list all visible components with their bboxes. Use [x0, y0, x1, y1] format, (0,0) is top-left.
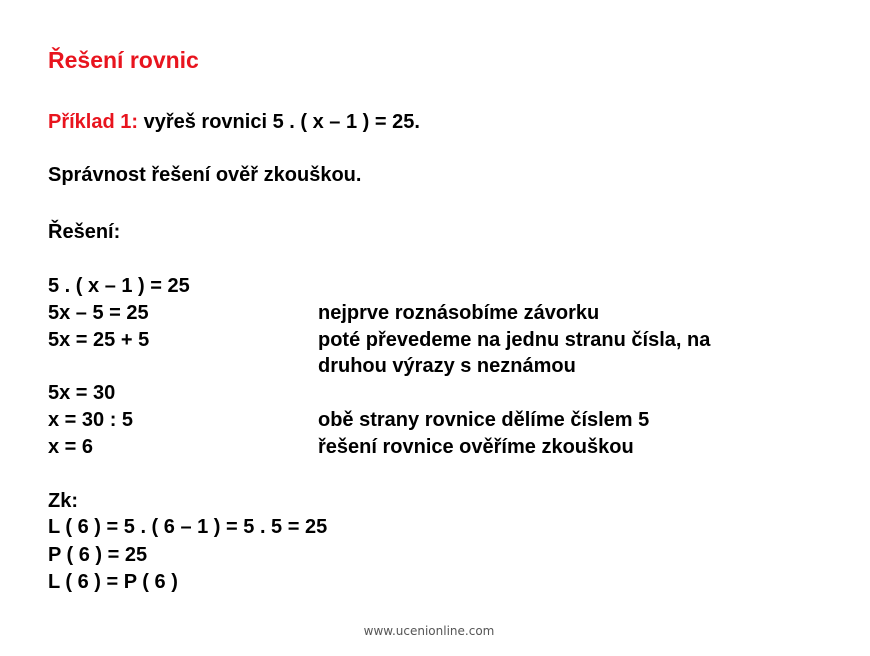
check-heading: Zk: [48, 490, 78, 512]
step-line: 5x = 30 [48, 382, 116, 404]
step-note: druhou výrazy s neznámou [318, 355, 576, 377]
step-note: nejprve roznásobíme závorku [318, 302, 600, 324]
page-title: Řešení rovnic [48, 47, 199, 73]
step-note: poté převedeme na jednu stranu čísla, na [318, 329, 711, 351]
solution-heading: Řešení: [48, 221, 121, 243]
step-line: 5x – 5 = 25 [48, 302, 149, 324]
step-line: 5x = 25 + 5 [48, 329, 150, 351]
step-line: x = 30 : 5 [48, 409, 134, 431]
check-line: P ( 6 ) = 25 [48, 544, 148, 566]
example-label: Příklad 1: [48, 111, 139, 133]
check-line: L ( 6 ) = P ( 6 ) [48, 571, 178, 593]
example-line [48, 110, 420, 134]
step-note: řešení rovnice ověříme zkouškou [318, 436, 634, 458]
step-line: x = 6 [48, 436, 94, 458]
step-line: 5 . ( x – 1 ) = 25 [48, 275, 190, 297]
step-note: obě strany rovnice dělíme číslem 5 [318, 409, 650, 431]
instruction-text: Správnost řešení ověř zkouškou. [48, 164, 362, 186]
footer-url: www.ucenionline.com [363, 624, 495, 638]
check-line: L ( 6 ) = 5 . ( 6 – 1 ) = 5 . 5 = 25 [48, 516, 328, 538]
example-text: vyřeš rovnici 5 . ( x – 1 ) = 25. [138, 111, 420, 133]
